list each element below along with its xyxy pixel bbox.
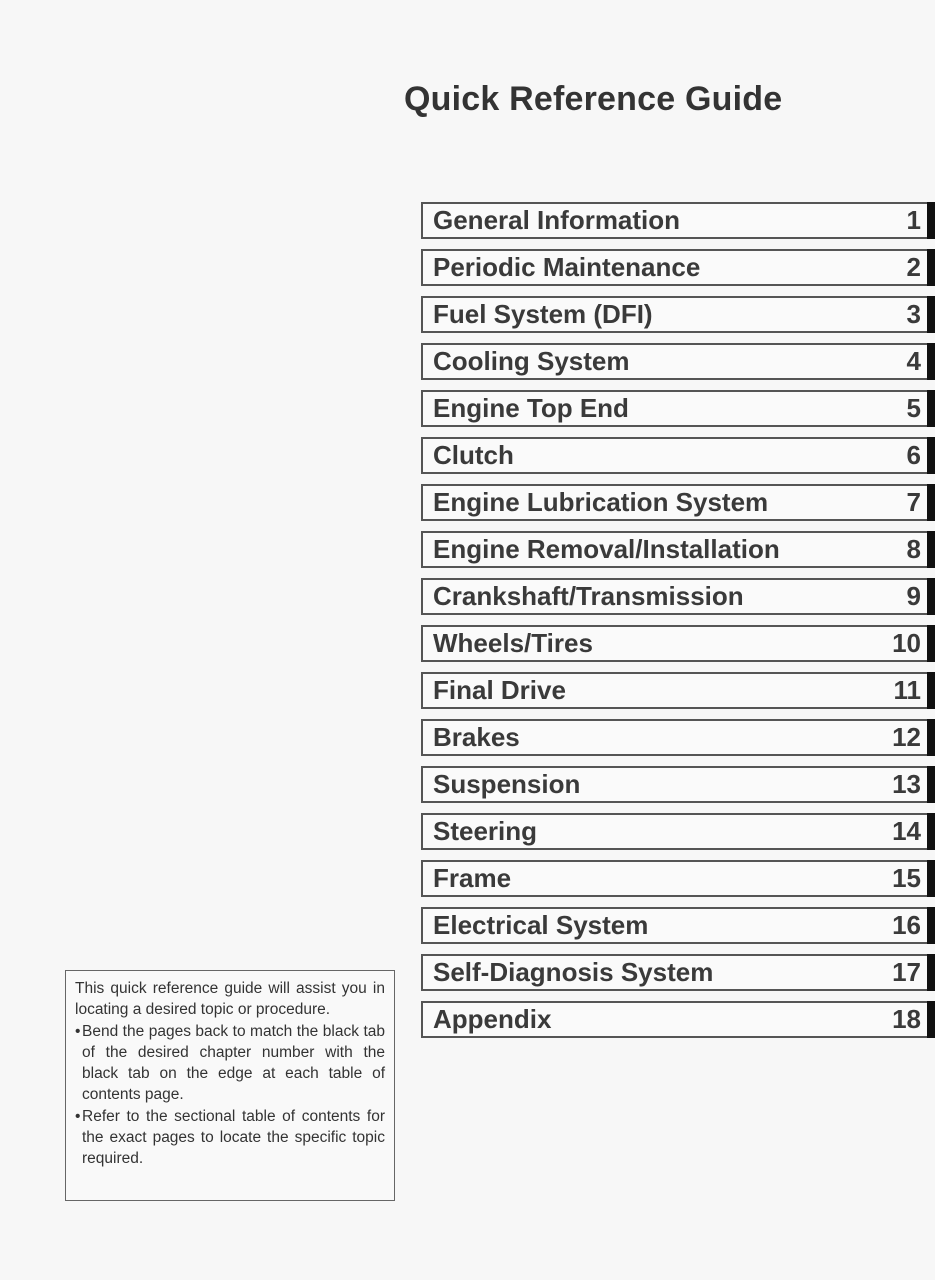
- chapter-entry[interactable]: [421, 296, 935, 333]
- black-tab-marker: [927, 766, 935, 803]
- chapter-title: Clutch: [433, 440, 514, 470]
- page-title: Quick Reference Guide: [404, 80, 783, 118]
- chapter-number: 8: [906, 534, 921, 564]
- chapter-number: 13: [892, 769, 921, 799]
- black-tab-marker: [927, 390, 935, 427]
- black-tab-marker: [927, 813, 935, 850]
- chapter-entry[interactable]: [421, 907, 935, 944]
- black-tab-marker: [927, 484, 935, 521]
- chapter-title: General Information: [433, 205, 681, 235]
- chapter-title: Frame: [433, 863, 512, 893]
- chapter-entry[interactable]: [421, 813, 935, 850]
- usage-note-bullet: [75, 1106, 385, 1170]
- chapter-title: Engine Top End: [433, 393, 629, 423]
- black-tab-marker: [927, 625, 935, 662]
- usage-note-box: [65, 970, 395, 1201]
- chapter-title: Engine Removal/Installation: [433, 534, 780, 564]
- chapter-title: Cooling System: [433, 346, 630, 376]
- chapter-entry[interactable]: [421, 578, 935, 615]
- chapter-number: 16: [892, 910, 921, 940]
- chapter-title: Fuel System (DFI): [433, 299, 653, 329]
- bullet-icon: •: [75, 1107, 81, 1125]
- black-tab-marker: [927, 202, 935, 239]
- chapter-entry[interactable]: [421, 249, 935, 286]
- chapter-number: 3: [906, 299, 921, 329]
- chapter-number: 5: [906, 393, 921, 423]
- chapter-number: 15: [892, 863, 921, 893]
- chapter-number: 17: [892, 957, 921, 987]
- black-tab-marker: [927, 719, 935, 756]
- chapter-number: 9: [906, 581, 921, 611]
- black-tab-marker: [927, 437, 935, 474]
- bullet-icon: •: [75, 1022, 81, 1040]
- chapter-entry[interactable]: [421, 672, 935, 709]
- chapter-number: 12: [892, 722, 921, 752]
- chapter-title: Self-Diagnosis System: [433, 957, 714, 987]
- chapter-entry[interactable]: [421, 1001, 935, 1038]
- black-tab-marker: [927, 860, 935, 897]
- chapter-title: Wheels/Tires: [433, 628, 593, 658]
- chapter-entry[interactable]: [421, 343, 935, 380]
- black-tab-marker: [927, 296, 935, 333]
- chapter-entry[interactable]: [421, 719, 935, 756]
- chapter-number: 6: [906, 440, 921, 470]
- chapter-title: Steering: [433, 816, 538, 846]
- black-tab-marker: [927, 578, 935, 615]
- usage-note-intro: This quick reference guide will assist you in locating a desired topic or procedure.: [75, 980, 385, 1019]
- chapter-entry[interactable]: [421, 954, 935, 991]
- black-tab-marker: [927, 531, 935, 568]
- chapter-entry[interactable]: [421, 860, 935, 897]
- chapter-title: Crankshaft/Transmission: [433, 581, 744, 611]
- black-tab-marker: [927, 954, 935, 991]
- chapter-number: 1: [906, 205, 921, 235]
- chapter-number: 14: [892, 816, 921, 846]
- chapter-title: Suspension: [433, 769, 581, 799]
- usage-note-bullet-text: Bend the pages back to match the black tab of the desired chapter number with the black tab on the edge at each table of contents page.: [82, 1022, 385, 1104]
- chapter-entry[interactable]: [421, 766, 935, 803]
- chapter-number: 7: [906, 487, 921, 517]
- black-tab-marker: [927, 672, 935, 709]
- chapter-number: 4: [906, 346, 921, 376]
- chapter-number: 2: [906, 252, 921, 282]
- chapter-title: Appendix: [433, 1004, 552, 1034]
- chapter-title: Brakes: [433, 722, 520, 752]
- chapter-number: 18: [892, 1004, 921, 1034]
- chapter-entry[interactable]: [421, 484, 935, 521]
- black-tab-marker: [927, 907, 935, 944]
- black-tab-marker: [927, 1001, 935, 1038]
- chapter-number: 11: [893, 675, 921, 705]
- chapter-title: Periodic Maintenance: [433, 252, 701, 282]
- chapter-title: Final Drive: [433, 675, 566, 705]
- chapter-entry[interactable]: [421, 531, 935, 568]
- chapter-entry[interactable]: [421, 202, 935, 239]
- chapter-title: Electrical System: [433, 910, 649, 940]
- chapter-entry[interactable]: [421, 437, 935, 474]
- usage-note-bullet: [75, 1021, 385, 1106]
- black-tab-marker: [927, 343, 935, 380]
- chapter-number: 10: [892, 628, 921, 658]
- chapter-entry[interactable]: [421, 390, 935, 427]
- usage-note-bullet-text: Refer to the sectional table of contents for the exact pages to locate the specific topic required.: [82, 1107, 385, 1168]
- chapter-entry[interactable]: [421, 625, 935, 662]
- black-tab-marker: [927, 249, 935, 286]
- chapter-title: Engine Lubrication System: [433, 487, 769, 517]
